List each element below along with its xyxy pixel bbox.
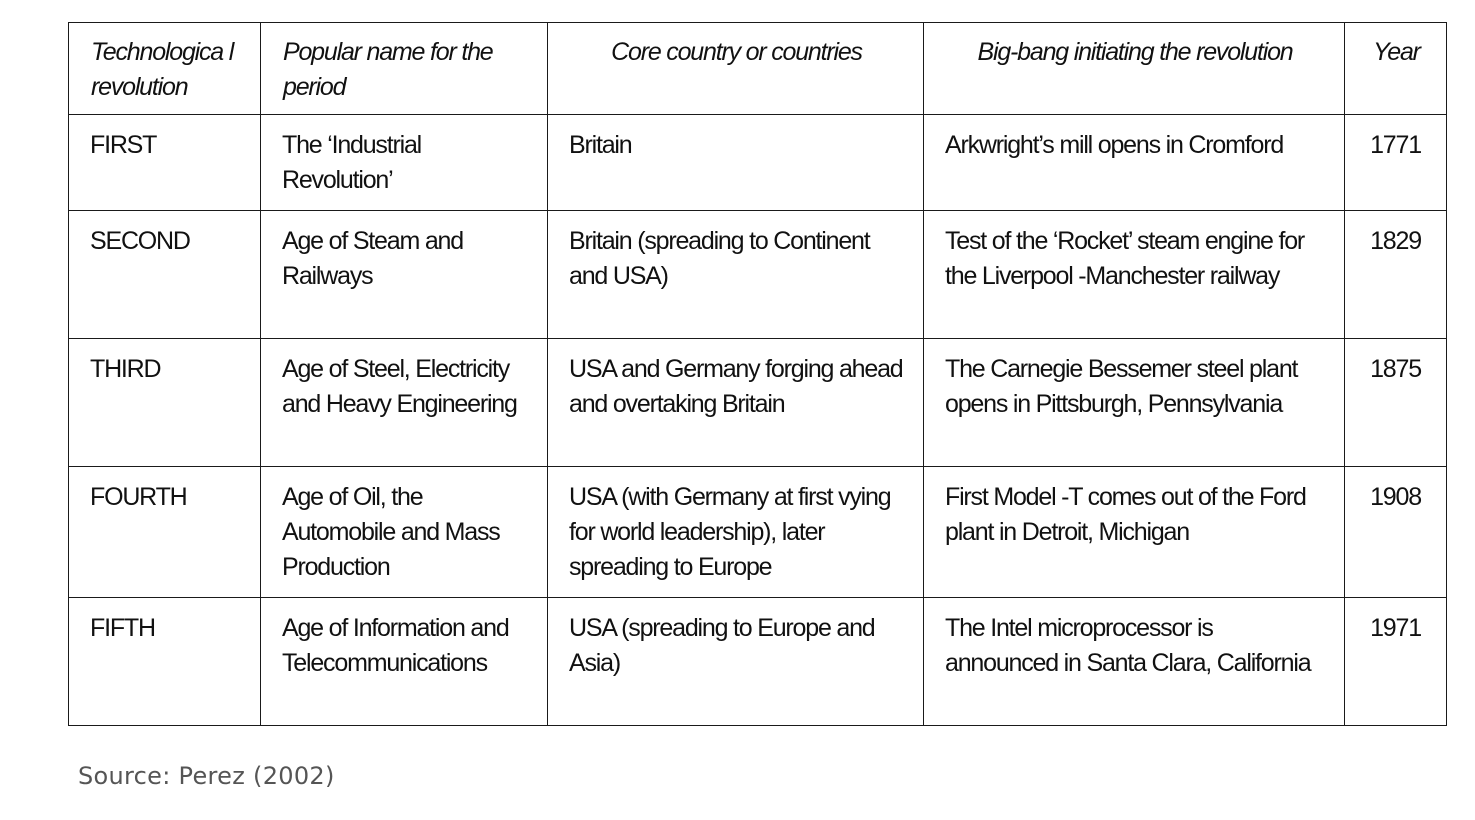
cell-year: 1908 [1345, 467, 1447, 598]
cell-core-country: Britain (spreading to Continent and USA) [548, 211, 924, 339]
cell-revolution: FIRST [69, 115, 261, 211]
table-row [69, 211, 1447, 339]
table-row [69, 598, 1447, 726]
cell-big-bang: Arkwright’s mill opens in Cromford [924, 115, 1345, 211]
technological-revolutions-table [68, 22, 1447, 726]
cell-core-country: USA (spreading to Europe and Asia) [548, 598, 924, 726]
header-core-country: Core country or countries [548, 23, 924, 115]
cell-year: 1829 [1345, 211, 1447, 339]
cell-big-bang: The Carnegie Bessemer steel plant opens in Pittsburgh, Pennsylvania [924, 339, 1345, 467]
table-row [69, 339, 1447, 467]
cell-big-bang: Test of the ‘Rocket’ steam engine for the Liverpool -Manchester railway [924, 211, 1345, 339]
table-header-row [69, 23, 1447, 115]
cell-core-country: Britain [548, 115, 924, 211]
cell-revolution: THIRD [69, 339, 261, 467]
cell-core-country: USA (with Germany at first vying for world leadership), later spreading to Europe [548, 467, 924, 598]
cell-popular-name: Age of Steel, Electricity and Heavy Engineering [261, 339, 548, 467]
cell-big-bang: First Model -T comes out of the Ford plant in Detroit, Michigan [924, 467, 1345, 598]
source-caption: Source: Perez (2002) [78, 762, 335, 790]
header-big-bang: Big-bang initiating the revolution [924, 23, 1345, 115]
table-row [69, 115, 1447, 211]
cell-popular-name: Age of Information and Telecommunications [261, 598, 548, 726]
header-year: Year [1345, 23, 1447, 115]
cell-year: 1771 [1345, 115, 1447, 211]
cell-popular-name: Age of Steam and Railways [261, 211, 548, 339]
header-popular-name: Popular name for the period [261, 23, 548, 115]
cell-revolution: SECOND [69, 211, 261, 339]
cell-revolution: FOURTH [69, 467, 261, 598]
cell-year: 1971 [1345, 598, 1447, 726]
cell-popular-name: Age of Oil, the Automobile and Mass Production [261, 467, 548, 598]
cell-popular-name: The ‘Industrial Revolution’ [261, 115, 548, 211]
table-row [69, 467, 1447, 598]
cell-core-country: USA and Germany forging ahead and overtaking Britain [548, 339, 924, 467]
header-technological-revolution: Technologica l revolution [69, 23, 261, 115]
cell-year: 1875 [1345, 339, 1447, 467]
cell-revolution: FIFTH [69, 598, 261, 726]
cell-big-bang: The Intel microprocessor is announced in Santa Clara, California [924, 598, 1345, 726]
